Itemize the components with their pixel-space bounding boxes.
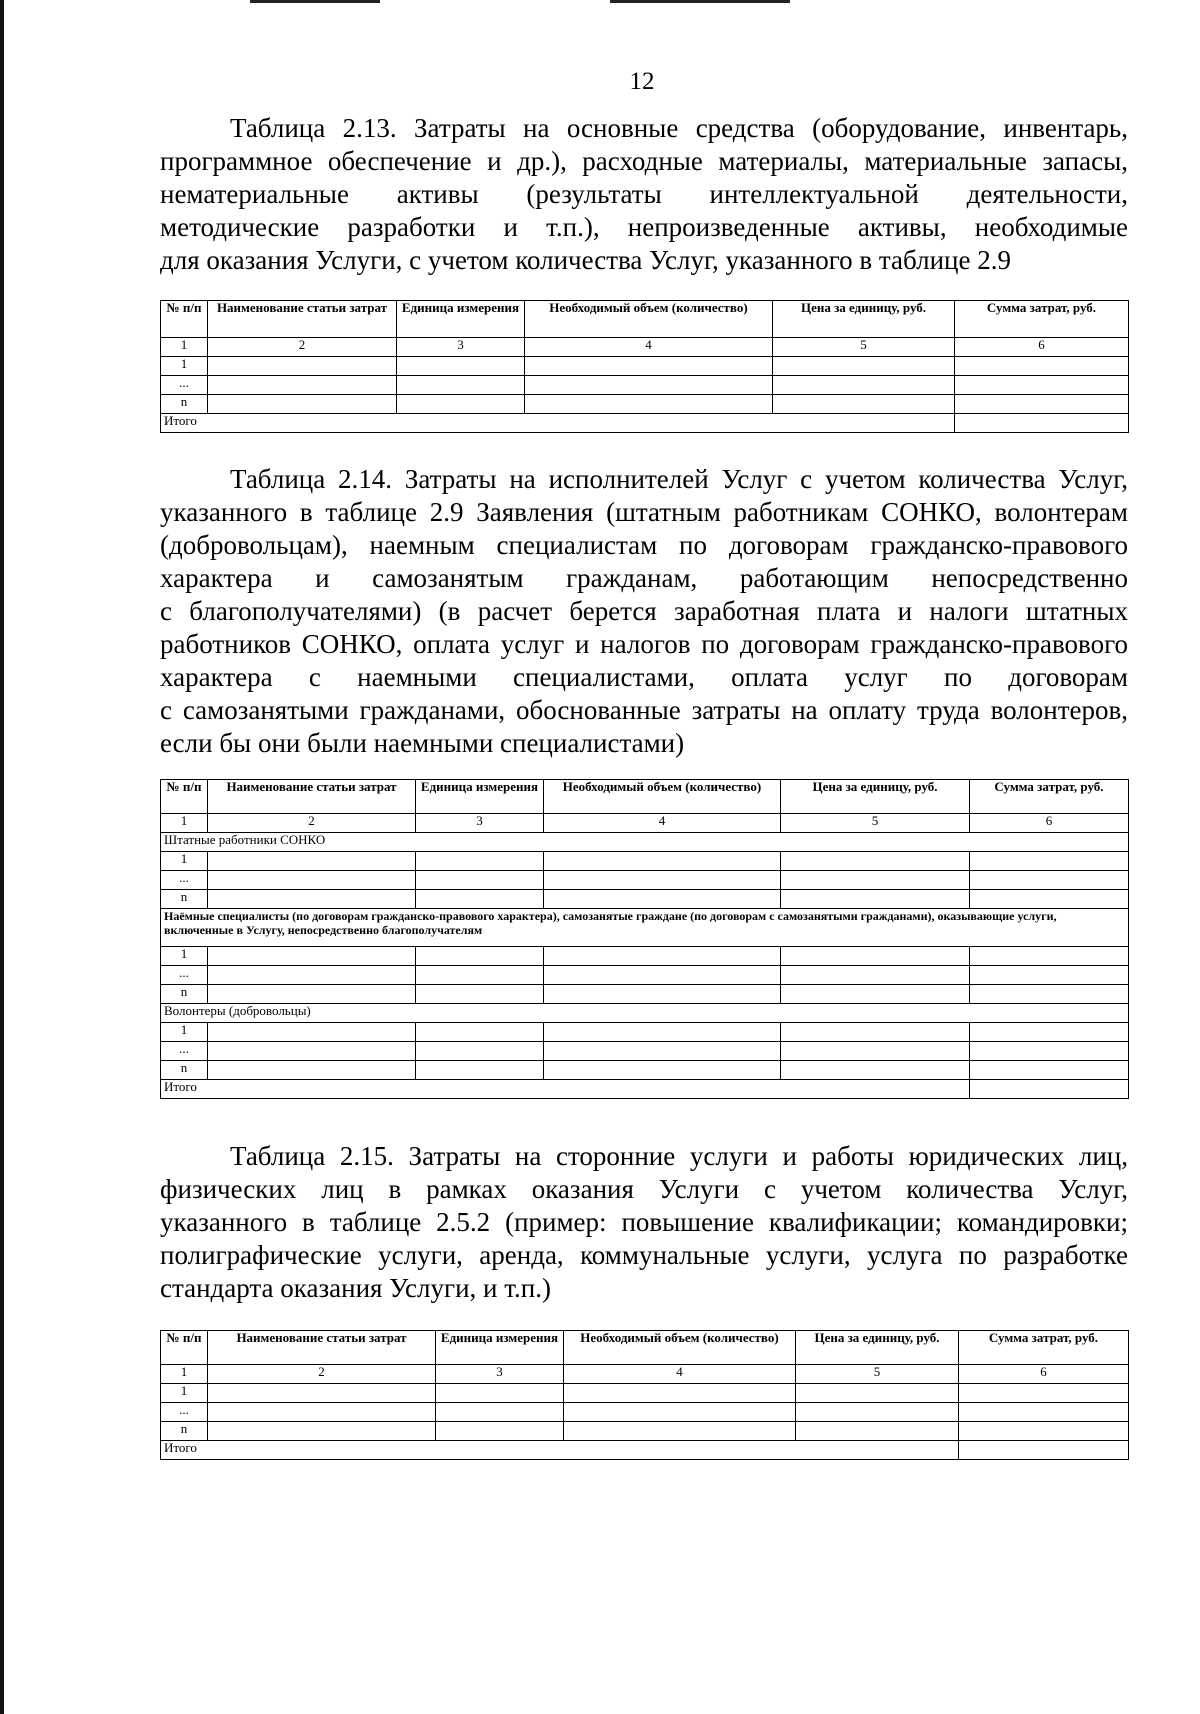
column-number: 5 xyxy=(773,338,955,357)
table-2-13 xyxy=(160,300,1129,433)
row-number: ... xyxy=(161,1042,208,1061)
table-cell[interactable] xyxy=(416,871,544,890)
table-row xyxy=(161,890,1129,909)
column-number: 1 xyxy=(161,1365,208,1384)
header-total-cost: Сумма затрат, руб. xyxy=(970,780,1129,814)
row-number: n xyxy=(161,1422,208,1441)
table-cell[interactable] xyxy=(544,1023,781,1042)
table-2-13-caption xyxy=(160,112,1128,277)
column-number: 4 xyxy=(544,814,781,833)
caption-line: Таблица 2.13. Затраты на основные средства (оборудование, инвентарь, xyxy=(230,113,1128,143)
table-cell[interactable] xyxy=(544,1061,781,1080)
table-cell[interactable] xyxy=(781,1023,970,1042)
table-cell[interactable] xyxy=(525,357,773,376)
total-row xyxy=(161,414,1129,433)
total-label: Итого xyxy=(161,1441,959,1460)
column-number: 1 xyxy=(161,338,208,357)
total-label: Итого xyxy=(161,1080,970,1099)
table-cell[interactable] xyxy=(436,1422,564,1441)
column-number: 6 xyxy=(970,814,1129,833)
table-cell[interactable] xyxy=(544,947,781,966)
table-cell[interactable] xyxy=(955,357,1129,376)
header-unit-price: Цена за единицу, руб. xyxy=(781,780,970,814)
table-row xyxy=(161,1061,1129,1080)
row-number: 1 xyxy=(161,1023,208,1042)
column-number-row xyxy=(161,338,1129,357)
column-number: 6 xyxy=(959,1365,1129,1384)
table-row xyxy=(161,357,1129,376)
table-cell[interactable] xyxy=(544,890,781,909)
header-item-name: Наименование статьи затрат xyxy=(208,1331,436,1365)
table-cell[interactable] xyxy=(781,1042,970,1061)
table-cell[interactable] xyxy=(397,395,525,414)
table-cell[interactable] xyxy=(781,985,970,1004)
total-value-cell[interactable] xyxy=(970,1080,1129,1099)
table-row xyxy=(161,1422,1129,1441)
table-cell[interactable] xyxy=(208,966,416,985)
header-unit: Единица измерения xyxy=(416,780,544,814)
table-row xyxy=(161,1384,1129,1403)
table-2-14-caption xyxy=(160,463,1128,760)
table-cell[interactable] xyxy=(208,985,416,1004)
table-cell[interactable] xyxy=(208,357,397,376)
header-number: № п/п xyxy=(161,301,208,338)
header-unit-price: Цена за единицу, руб. xyxy=(773,301,955,338)
header-item-name: Наименование статьи затрат xyxy=(208,780,416,814)
caption-line: если бы они были наемными специалистами) xyxy=(160,728,685,758)
column-number: 3 xyxy=(397,338,525,357)
section-staff: Штатные работники СОНКО xyxy=(161,833,1129,852)
header-total-cost: Сумма затрат, руб. xyxy=(955,301,1129,338)
row-number: n xyxy=(161,395,208,414)
table-cell[interactable] xyxy=(955,395,1129,414)
table-cell[interactable] xyxy=(208,947,416,966)
table-cell[interactable] xyxy=(208,1403,436,1422)
table-cell[interactable] xyxy=(959,1384,1129,1403)
column-number: 3 xyxy=(436,1365,564,1384)
caption-line: указанного в таблице 2.5.2 (пример: повышение квалификации; командировки; xyxy=(160,1207,1128,1237)
header-unit-price: Цена за единицу, руб. xyxy=(796,1331,959,1365)
row-number: ... xyxy=(161,871,208,890)
caption-line: характера с наемными специалистами, оплата услуг по договорам xyxy=(160,662,1128,692)
caption-line: физических лиц в рамках оказания Услуги с учетом количества Услуг, xyxy=(160,1174,1128,1204)
table-cell[interactable] xyxy=(781,871,970,890)
table-cell[interactable] xyxy=(436,1384,564,1403)
table-cell[interactable] xyxy=(781,890,970,909)
table-cell[interactable] xyxy=(525,395,773,414)
row-number: 1 xyxy=(161,852,208,871)
table-row xyxy=(161,985,1129,1004)
table-cell[interactable] xyxy=(970,1023,1129,1042)
column-number: 2 xyxy=(208,1365,436,1384)
table-row xyxy=(161,1023,1129,1042)
header-unit: Единица измерения xyxy=(397,301,525,338)
column-number: 2 xyxy=(208,814,416,833)
table-cell[interactable] xyxy=(970,966,1129,985)
table-row xyxy=(161,1042,1129,1061)
header-unit: Единица измерения xyxy=(436,1331,564,1365)
table-cell[interactable] xyxy=(416,1042,544,1061)
caption-line: нематериальные активы (результаты интеллектуальной деятельности, xyxy=(160,179,1128,209)
table-cell[interactable] xyxy=(208,1384,436,1403)
table-cell[interactable] xyxy=(544,985,781,1004)
table-cell[interactable] xyxy=(208,395,397,414)
header-number: № п/п xyxy=(161,780,208,814)
table-cell[interactable] xyxy=(970,1042,1129,1061)
table-cell[interactable] xyxy=(970,947,1129,966)
table-cell[interactable] xyxy=(544,852,781,871)
total-label: Итого xyxy=(161,414,955,433)
table-row xyxy=(161,871,1129,890)
table-cell[interactable] xyxy=(208,376,397,395)
row-number: ... xyxy=(161,966,208,985)
table-row xyxy=(161,1403,1129,1422)
row-number: ... xyxy=(161,1403,208,1422)
table-cell[interactable] xyxy=(970,871,1129,890)
caption-line: Таблица 2.14. Затраты на исполнителей Услуг с учетом количества Услуг, xyxy=(230,464,1128,494)
scan-edge xyxy=(610,0,790,3)
table-cell[interactable] xyxy=(208,1061,416,1080)
table-cell[interactable] xyxy=(970,852,1129,871)
table-2-15-caption xyxy=(160,1140,1128,1305)
total-value-cell[interactable] xyxy=(959,1441,1129,1460)
column-number-row xyxy=(161,814,1129,833)
header-quantity: Необходимый объем (количество) xyxy=(525,301,773,338)
caption-line: Таблица 2.15. Затраты на сторонние услуги и работы юридических лиц, xyxy=(230,1141,1128,1171)
table-cell[interactable] xyxy=(397,357,525,376)
table-cell[interactable] xyxy=(781,1061,970,1080)
caption-line: программное обеспечение и др.), расходные материалы, материальные запасы, xyxy=(160,146,1128,176)
caption-line: для оказания Услуги, с учетом количества Услуг, указанного в таблице 2.9 xyxy=(160,245,1011,275)
table-cell[interactable] xyxy=(970,1061,1129,1080)
table-cell[interactable] xyxy=(970,890,1129,909)
table-cell[interactable] xyxy=(959,1422,1129,1441)
caption-line: указанного в таблице 2.9 Заявления (штатным работникам СОНКО, волонтерам xyxy=(160,497,1128,527)
table-cell[interactable] xyxy=(208,890,416,909)
total-value-cell[interactable] xyxy=(955,414,1129,433)
table-row xyxy=(161,947,1129,966)
caption-line: полиграфические услуги, аренда, коммунальные услуги, услуга по разработке xyxy=(160,1240,1128,1270)
column-number: 5 xyxy=(781,814,970,833)
table-cell[interactable] xyxy=(796,1384,959,1403)
table-cell[interactable] xyxy=(208,1023,416,1042)
table-row xyxy=(161,395,1129,414)
row-number: 1 xyxy=(161,357,208,376)
table-cell[interactable] xyxy=(773,376,955,395)
caption-line: с самозанятыми гражданами, обоснованные затраты на оплату труда волонтеров, xyxy=(160,695,1128,725)
table-cell[interactable] xyxy=(781,947,970,966)
table-row xyxy=(161,852,1129,871)
table-cell[interactable] xyxy=(416,890,544,909)
table-cell[interactable] xyxy=(416,966,544,985)
table-cell[interactable] xyxy=(208,1422,436,1441)
table-cell[interactable] xyxy=(525,376,773,395)
table-cell[interactable] xyxy=(959,1403,1129,1422)
table-cell[interactable] xyxy=(781,966,970,985)
section-volunteers: Волонтеры (добровольцы) xyxy=(161,1004,1129,1023)
table-cell[interactable] xyxy=(416,1061,544,1080)
header-quantity: Необходимый объем (количество) xyxy=(544,780,781,814)
header-item-name: Наименование статьи затрат xyxy=(208,301,397,338)
table-cell[interactable] xyxy=(544,966,781,985)
table-cell[interactable] xyxy=(970,985,1129,1004)
table-cell[interactable] xyxy=(208,1042,416,1061)
table-cell[interactable] xyxy=(796,1403,959,1422)
row-number: ... xyxy=(161,376,208,395)
total-row xyxy=(161,1080,1129,1099)
column-number-row xyxy=(161,1365,1129,1384)
table-2-15 xyxy=(160,1330,1129,1460)
table-cell[interactable] xyxy=(564,1403,796,1422)
table-cell[interactable] xyxy=(781,852,970,871)
table-row xyxy=(161,966,1129,985)
table-cell[interactable] xyxy=(397,376,525,395)
table-cell[interactable] xyxy=(416,947,544,966)
total-row xyxy=(161,1441,1129,1460)
caption-line: стандарта оказания Услуги, и т.п.) xyxy=(160,1273,551,1303)
column-number: 6 xyxy=(955,338,1129,357)
table-cell[interactable] xyxy=(544,1042,781,1061)
table-cell[interactable] xyxy=(416,985,544,1004)
row-number: n xyxy=(161,985,208,1004)
column-number: 4 xyxy=(525,338,773,357)
column-number: 3 xyxy=(416,814,544,833)
column-number: 4 xyxy=(564,1365,796,1384)
header-quantity: Необходимый объем (количество) xyxy=(564,1331,796,1365)
table-cell[interactable] xyxy=(416,852,544,871)
row-number: 1 xyxy=(161,947,208,966)
header-total-cost: Сумма затрат, руб. xyxy=(959,1331,1129,1365)
caption-line: работников СОНКО, оплата услуг и налогов по договорам гражданско-правового xyxy=(160,629,1128,659)
caption-line: с благополучателями) (в расчет берется заработная плата и налоги штатных xyxy=(160,596,1128,626)
table-2-14 xyxy=(160,779,1129,1099)
table-row xyxy=(161,376,1129,395)
table-cell[interactable] xyxy=(773,395,955,414)
column-number: 5 xyxy=(796,1365,959,1384)
table-cell[interactable] xyxy=(564,1422,796,1441)
scan-edge xyxy=(250,0,380,3)
row-number: n xyxy=(161,1061,208,1080)
page-number: 12 xyxy=(629,68,655,95)
table-cell[interactable] xyxy=(564,1384,796,1403)
caption-line: характера и самозанятым гражданам, работающим непосредственно xyxy=(160,563,1128,593)
table-cell[interactable] xyxy=(773,357,955,376)
table-cell[interactable] xyxy=(436,1403,564,1422)
caption-line: (добровольцам), наемным специалистам по договорам гражданско-правового xyxy=(160,530,1128,560)
table-cell[interactable] xyxy=(208,852,416,871)
caption-line: методические разработки и т.п.), непроизведенные активы, необходимые xyxy=(160,212,1128,242)
row-number: 1 xyxy=(161,1384,208,1403)
table-cell[interactable] xyxy=(416,1023,544,1042)
scan-edge xyxy=(0,0,4,1714)
column-number: 1 xyxy=(161,814,208,833)
section-hired-specialists: Наёмные специалисты (по договорам гражданско-правового характера), самозанятые граждане (по договорам с самозанятыми гражданами), оказывающие услуги, включенные в Услугу, непосредственно благополучателям xyxy=(161,909,1129,947)
table-cell[interactable] xyxy=(208,871,416,890)
table-cell[interactable] xyxy=(544,871,781,890)
table-cell[interactable] xyxy=(955,376,1129,395)
column-number: 2 xyxy=(208,338,397,357)
table-cell[interactable] xyxy=(796,1422,959,1441)
row-number: n xyxy=(161,890,208,909)
header-number: № п/п xyxy=(161,1331,208,1365)
